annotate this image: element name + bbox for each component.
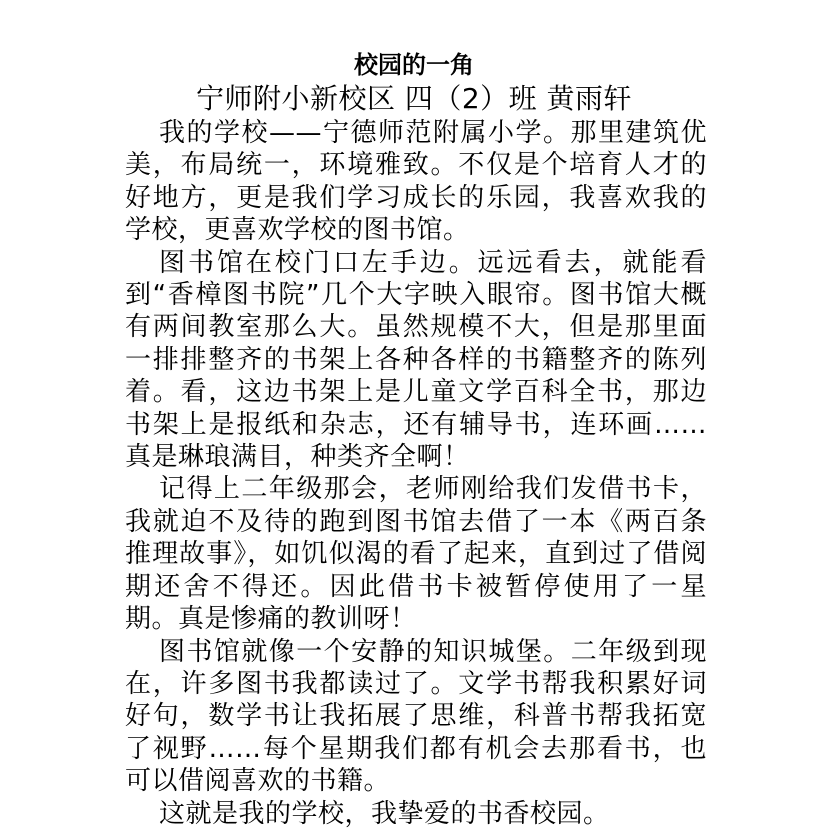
paragraph: 图书馆在校门口左手边。远远看去，就能看到“香樟图书院”几个大字映入眼帘。图书馆大概有两间教室那么大。虽然规模不大，但是那里面一排排整齐的书架上各种各样的书籍整齐的陈列着。看，这边书架上是儿童文学百科全书，那边书架上是报纸和杂志，还有辅导书，连环画……真是琳琅满目，种类齐全啊！ <box>125 247 707 473</box>
paragraph: 这就是我的学校，我挚爱的书香校园。 <box>159 798 610 829</box>
author-line: 宁师附小新校区 四（2）班 黄雨轩 <box>195 82 633 115</box>
essay-title: 校园的一角 <box>354 51 474 79</box>
essay-body <box>125 117 707 830</box>
paragraph: 我的学校——宁德师范附属小学。那里建筑优美，布局统一，环境雅致。不仅是个培育人才的好地方，更是我们学习成长的乐园，我喜欢我的学校，更喜欢学校的图书馆。 <box>125 118 707 246</box>
paragraph: 记得上二年级那会，老师刚给我们发借书卡，我就迫不及待的跑到图书馆去借了一本《两百条推理故事》，如饥似渴的看了起来，直到过了借阅期还舍不得还。因此借书卡被暂停使用了一星期。真是惨痛的教训呀！ <box>125 474 707 635</box>
paragraph: 图书馆就像一个安静的知识城堡。二年级到现在，许多图书我都读过了。文学书帮我积累好词好句，数学书让我拓展了思维，科普书帮我拓宽了视野……每个星期我们都有机会去那看书，也可以借阅喜欢的书籍。 <box>125 636 707 797</box>
